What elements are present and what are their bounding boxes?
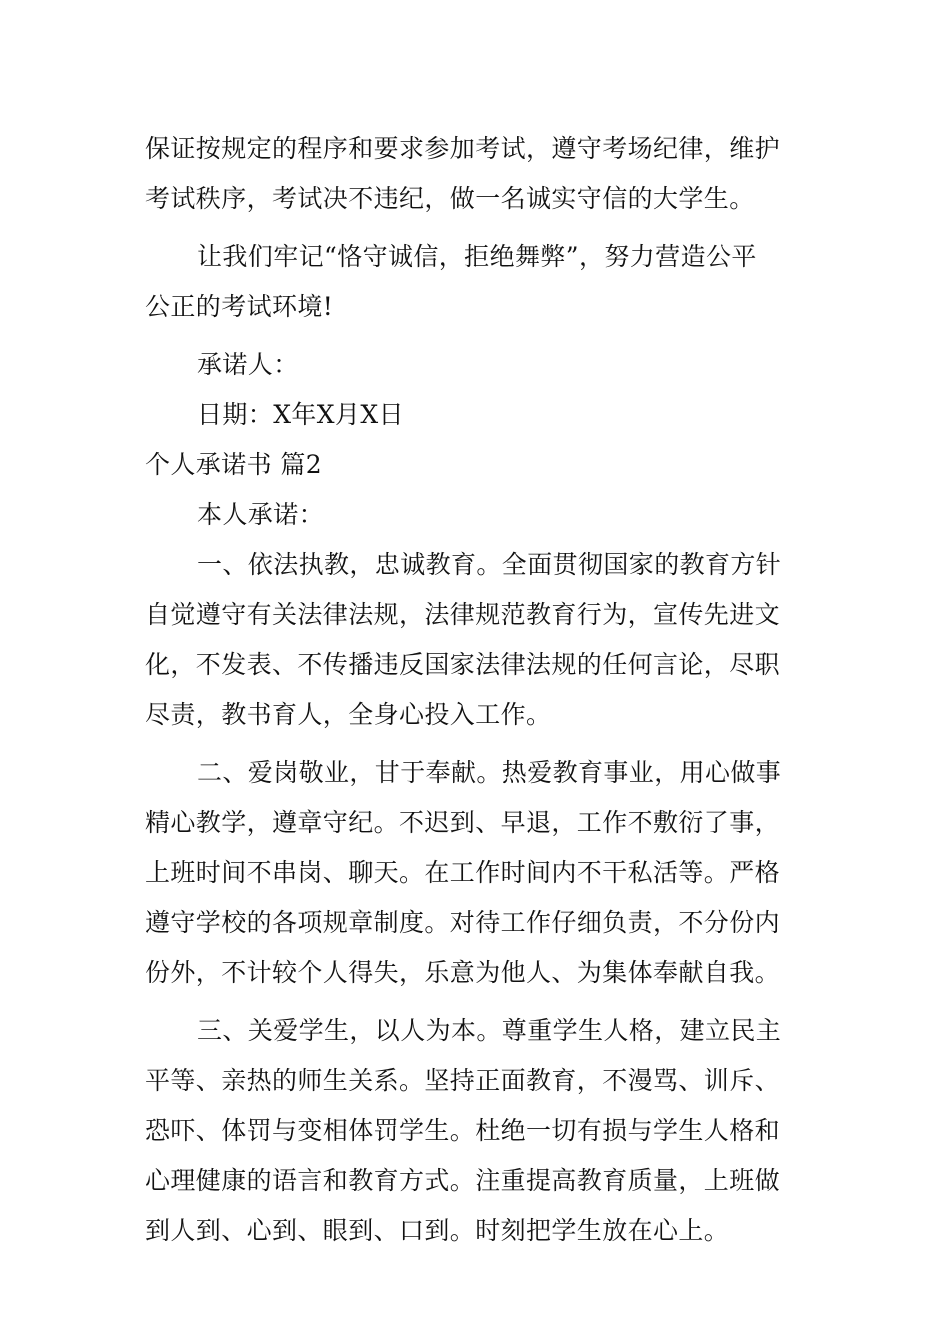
text-line: 遵守学校的各项规章制度。对待工作仔细负责，不分份内	[145, 908, 781, 937]
text-line: 平等、亲热的师生关系。坚持正面教育，不漫骂、训斥、	[145, 1066, 781, 1095]
text-line: 份外，不计较个人得失，乐意为他人、为集体奉献自我。	[145, 958, 781, 987]
date-line: 日期：X年X月X日	[197, 400, 404, 429]
text-line: 恐吓、体罚与变相体罚学生。杜绝一切有损与学生人格和	[145, 1116, 781, 1145]
section-title: 个人承诺书 篇2	[145, 450, 323, 479]
text-line: 心理健康的语言和教育方式。注重提高教育质量，上班做	[145, 1166, 781, 1195]
text-line: 到人到、心到、眼到、口到。时刻把学生放在心上。	[145, 1216, 730, 1245]
text-line: 三、关爱学生，以人为本。尊重学生人格，建立民主	[197, 1016, 782, 1045]
text-line: 精心教学，遵章守纪。不迟到、早退，工作不敷衍了事，	[145, 808, 781, 837]
text-line: 公正的考试环境!	[145, 292, 334, 321]
paragraph-integrity-call	[145, 232, 810, 332]
text-line: 一、依法执教，忠诚教育。全面贯彻国家的教育方针	[197, 550, 782, 579]
paragraph-exam-rules	[145, 124, 810, 224]
document-page	[145, 124, 810, 1256]
text-line: 保证按规定的程序和要求参加考试，遵守考场纪律，维护	[145, 134, 781, 163]
intro-line: 本人承诺：	[197, 500, 325, 529]
text-line: 尽责，教书育人，全身心投入工作。	[145, 700, 552, 729]
text-line: 考试秩序，考试决不违纪，做一名诚实守信的大学生。	[145, 184, 755, 213]
commitment-item-2	[145, 748, 810, 998]
text-line: 上班时间不串岗、聊天。在工作时间内不干私活等。严格	[145, 858, 781, 887]
text-line: 化，不发表、不传播违反国家法律法规的任何言论，尽职	[145, 650, 781, 679]
text-line: 自觉遵守有关法律法规，法律规范教育行为，宣传先进文	[145, 600, 781, 629]
text-line: 二、爱岗敬业，甘于奉献。热爱教育事业，用心做事	[197, 758, 782, 787]
commitment-item-3	[145, 1006, 810, 1256]
signer-line: 承诺人：	[197, 350, 299, 379]
text-line: 让我们牢记“恪守诚信，拒绝舞弊”，努力营造公平	[197, 242, 757, 271]
commitment-item-1	[145, 540, 810, 740]
